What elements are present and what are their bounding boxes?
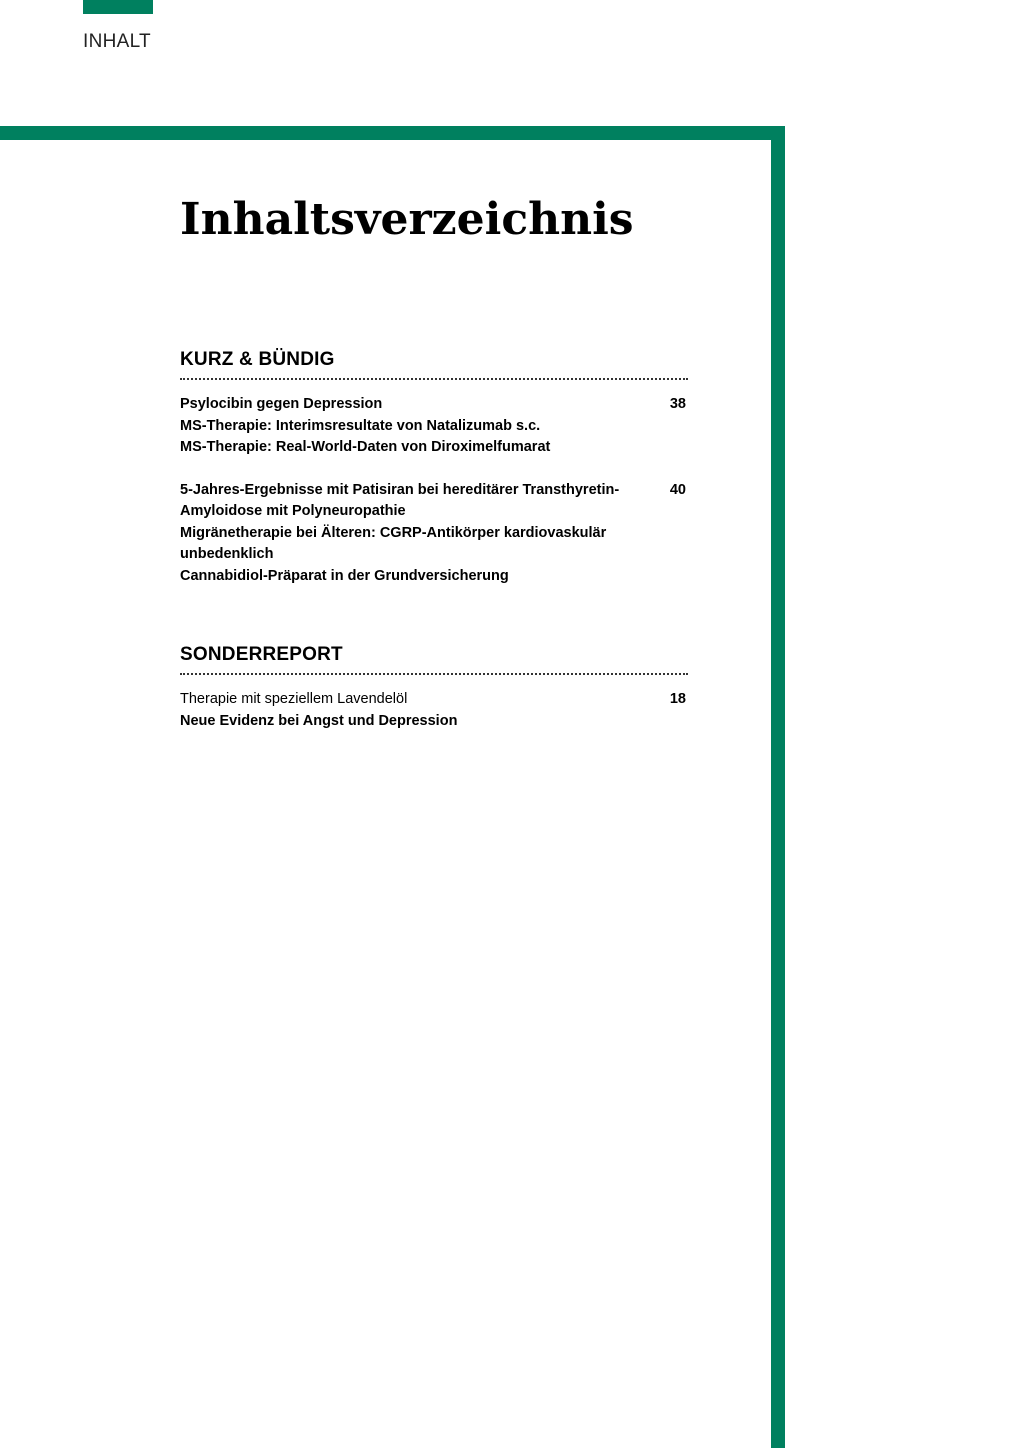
toc-entry-line: Migränetherapie bei Älteren: CGRP-Antikörper kardiovaskulär [180, 524, 607, 541]
frame-top-bar [0, 126, 785, 140]
toc-entry[interactable] [180, 480, 688, 588]
toc-entry-line: 5-Jahres-Ergebnisse mit Patisiran bei hereditärer Transthyretin- [180, 481, 620, 498]
toc-entry-line: MS-Therapie: Interimsresultate von Natalizumab s.c. [180, 417, 541, 434]
toc-page-number: 18 [669, 691, 686, 707]
dotted-divider [180, 378, 688, 380]
toc-entry-line: Neue Evidenz bei Angst und Depression [180, 712, 458, 729]
toc-entry-line: MS-Therapie: Real-World-Daten von Diroximelfumarat [180, 439, 551, 455]
toc-entry-line: Therapie mit speziellem Lavendelöl [180, 691, 408, 707]
toc-section-sonderreport [180, 641, 688, 732]
toc-page-number: 38 [669, 396, 686, 412]
section-heading: KURZ & BÜNDIG [180, 349, 335, 370]
toc-entry-line: unbedenklich [180, 546, 274, 562]
page-title: Inhaltsverzeichnis [180, 194, 634, 245]
header-accent-tab [83, 0, 153, 14]
toc-section-kurz-buendig [180, 346, 688, 587]
toc-entry-line: Psylocibin gegen Depression [180, 396, 383, 412]
toc-entry-line: Cannabidiol-Präparat in der Grundversicherung [180, 567, 509, 584]
toc-entry[interactable] [180, 394, 688, 459]
section-heading: SONDERREPORT [180, 644, 343, 665]
frame-right-bar [771, 126, 785, 1448]
dotted-divider [180, 673, 688, 675]
section-label: INHALT [83, 31, 151, 52]
toc-entry[interactable] [180, 689, 688, 732]
toc-entry-line: Amyloidose mit Polyneuropathie [180, 503, 406, 519]
toc-page-number: 40 [669, 481, 686, 498]
